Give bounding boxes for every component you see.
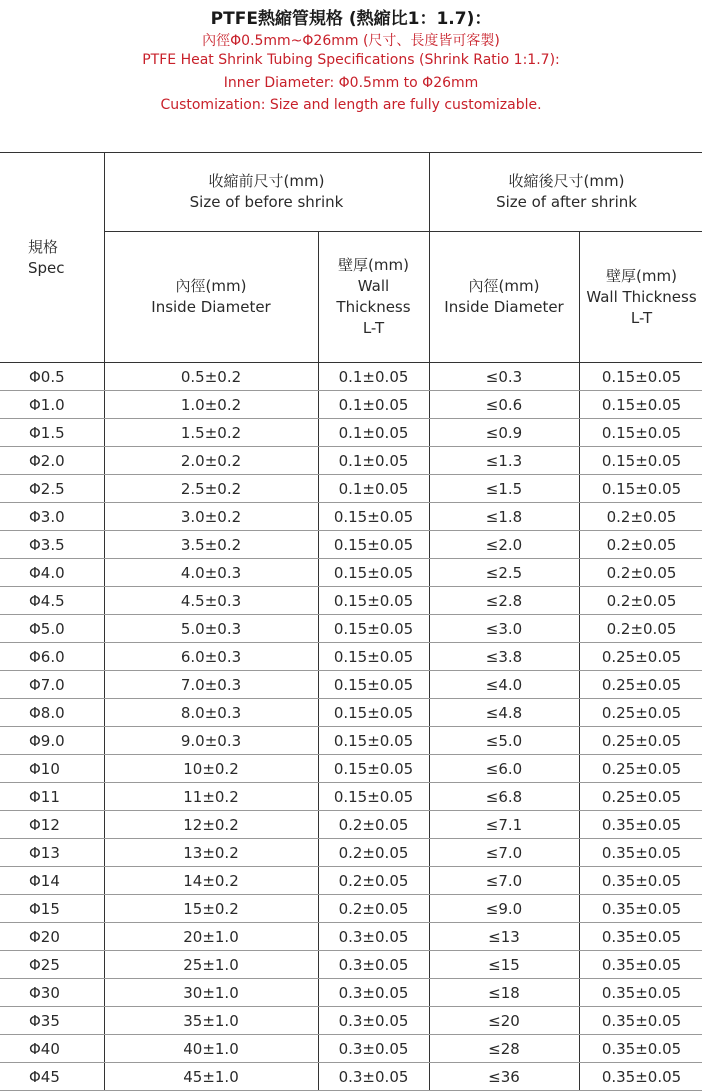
header-after-shrink: 收縮後尺寸(mm) Size of after shrink [429,153,702,232]
cell-before-wall-thickness: 0.15±0.05 [318,503,429,531]
header-before-wall-thickness: 壁厚(mm) Wall Thickness L-T [318,232,429,363]
cell-spec: Φ15 [0,895,104,923]
cell-spec: Φ12 [0,811,104,839]
cell-before-inside-diameter: 14±0.2 [104,867,318,895]
cell-after-wall-thickness: 0.25±0.05 [579,699,702,727]
cell-before-inside-diameter: 10±0.2 [104,755,318,783]
cell-after-inside-diameter: ≤2.0 [429,531,579,559]
cell-before-wall-thickness: 0.2±0.05 [318,895,429,923]
cell-before-wall-thickness: 0.2±0.05 [318,867,429,895]
cell-after-inside-diameter: ≤3.8 [429,643,579,671]
cell-after-wall-thickness: 0.35±0.05 [579,867,702,895]
cell-spec: Φ3.5 [0,531,104,559]
cell-before-wall-thickness: 0.15±0.05 [318,615,429,643]
table-row [0,643,702,671]
table-row [0,671,702,699]
cell-after-inside-diameter: ≤15 [429,951,579,979]
cell-after-inside-diameter: ≤2.5 [429,559,579,587]
subtitle-inner-diameter: Inner Diameter: Φ0.5mm to Φ26mm [223,75,479,91]
cell-before-wall-thickness: 0.15±0.05 [318,587,429,615]
table-row [0,363,702,391]
cell-after-wall-thickness: 0.2±0.05 [579,531,702,559]
table-row [0,727,702,755]
cell-before-inside-diameter: 6.0±0.3 [104,643,318,671]
cell-after-inside-diameter: ≤9.0 [429,895,579,923]
table-row [0,783,702,811]
cell-before-inside-diameter: 25±1.0 [104,951,318,979]
table-row [0,615,702,643]
cell-after-inside-diameter: ≤0.9 [429,419,579,447]
table-row [0,839,702,867]
cell-before-wall-thickness: 0.3±0.05 [318,979,429,1007]
cell-before-wall-thickness: 0.15±0.05 [318,699,429,727]
cell-after-inside-diameter: ≤0.3 [429,363,579,391]
cell-after-inside-diameter: ≤28 [429,1035,579,1063]
cell-after-wall-thickness: 0.15±0.05 [579,447,702,475]
cell-before-inside-diameter: 3.0±0.2 [104,503,318,531]
cell-before-inside-diameter: 7.0±0.3 [104,671,318,699]
cell-before-inside-diameter: 5.0±0.3 [104,615,318,643]
cell-spec: Φ1.5 [0,419,104,447]
cell-before-inside-diameter: 8.0±0.3 [104,699,318,727]
subtitle-chinese: 內徑Φ0.5mm~Φ26mm (尺寸、長度皆可客製) [202,33,500,49]
cell-spec: Φ35 [0,1007,104,1035]
cell-spec: Φ20 [0,923,104,951]
cell-after-inside-diameter: ≤3.0 [429,615,579,643]
cell-before-inside-diameter: 0.5±0.2 [104,363,318,391]
cell-after-inside-diameter: ≤1.8 [429,503,579,531]
header-spec: 規格 Spec [0,153,104,363]
cell-after-wall-thickness: 0.15±0.05 [579,363,702,391]
cell-after-wall-thickness: 0.35±0.05 [579,1063,702,1091]
cell-spec: Φ6.0 [0,643,104,671]
cell-after-inside-diameter: ≤7.0 [429,839,579,867]
cell-after-inside-diameter: ≤1.3 [429,447,579,475]
cell-spec: Φ40 [0,1035,104,1063]
cell-before-inside-diameter: 4.5±0.3 [104,587,318,615]
cell-after-wall-thickness: 0.15±0.05 [579,391,702,419]
cell-after-wall-thickness: 0.25±0.05 [579,755,702,783]
cell-spec: Φ9.0 [0,727,104,755]
cell-after-wall-thickness: 0.25±0.05 [579,643,702,671]
cell-before-inside-diameter: 4.0±0.3 [104,559,318,587]
cell-after-wall-thickness: 0.2±0.05 [579,503,702,531]
cell-before-wall-thickness: 0.3±0.05 [318,1035,429,1063]
cell-after-wall-thickness: 0.2±0.05 [579,615,702,643]
cell-after-inside-diameter: ≤4.8 [429,699,579,727]
table-row [0,755,702,783]
cell-before-wall-thickness: 0.15±0.05 [318,671,429,699]
cell-before-inside-diameter: 15±0.2 [104,895,318,923]
table-row [0,1035,702,1063]
table-row [0,1007,702,1035]
cell-after-wall-thickness: 0.2±0.05 [579,587,702,615]
cell-before-wall-thickness: 0.3±0.05 [318,1063,429,1091]
cell-after-wall-thickness: 0.15±0.05 [579,475,702,503]
cell-spec: Φ2.0 [0,447,104,475]
cell-after-wall-thickness: 0.35±0.05 [579,951,702,979]
cell-spec: Φ1.0 [0,391,104,419]
table-row [0,1063,702,1091]
cell-before-wall-thickness: 0.15±0.05 [318,531,429,559]
cell-before-inside-diameter: 2.5±0.2 [104,475,318,503]
cell-spec: Φ7.0 [0,671,104,699]
cell-before-wall-thickness: 0.15±0.05 [318,727,429,755]
cell-before-inside-diameter: 13±0.2 [104,839,318,867]
cell-before-inside-diameter: 1.0±0.2 [104,391,318,419]
cell-before-inside-diameter: 9.0±0.3 [104,727,318,755]
table-row [0,475,702,503]
table-row [0,391,702,419]
cell-before-wall-thickness: 0.1±0.05 [318,419,429,447]
cell-before-wall-thickness: 0.15±0.05 [318,755,429,783]
cell-before-wall-thickness: 0.15±0.05 [318,783,429,811]
cell-spec: Φ0.5 [0,363,104,391]
cell-before-inside-diameter: 2.0±0.2 [104,447,318,475]
cell-before-inside-diameter: 30±1.0 [104,979,318,1007]
cell-after-wall-thickness: 0.25±0.05 [579,783,702,811]
cell-before-inside-diameter: 3.5±0.2 [104,531,318,559]
cell-before-inside-diameter: 35±1.0 [104,1007,318,1035]
table-row [0,419,702,447]
cell-spec: Φ10 [0,755,104,783]
cell-spec: Φ2.5 [0,475,104,503]
table-row [0,923,702,951]
cell-after-inside-diameter: ≤7.0 [429,867,579,895]
cell-after-inside-diameter: ≤0.6 [429,391,579,419]
cell-after-inside-diameter: ≤5.0 [429,727,579,755]
table-row [0,447,702,475]
header-after-wall-thickness: 壁厚(mm) Wall Thickness L-T [579,232,702,363]
cell-before-wall-thickness: 0.2±0.05 [318,839,429,867]
cell-after-wall-thickness: 0.35±0.05 [579,839,702,867]
cell-before-inside-diameter: 1.5±0.2 [104,419,318,447]
cell-before-wall-thickness: 0.3±0.05 [318,951,429,979]
table-row [0,699,702,727]
cell-after-inside-diameter: ≤4.0 [429,671,579,699]
cell-after-wall-thickness: 0.35±0.05 [579,1007,702,1035]
table-row [0,587,702,615]
cell-before-wall-thickness: 0.1±0.05 [318,475,429,503]
cell-spec: Φ5.0 [0,615,104,643]
cell-spec: Φ13 [0,839,104,867]
cell-before-inside-diameter: 20±1.0 [104,923,318,951]
cell-before-wall-thickness: 0.2±0.05 [318,811,429,839]
cell-after-wall-thickness: 0.35±0.05 [579,923,702,951]
cell-before-wall-thickness: 0.15±0.05 [318,643,429,671]
table-row [0,811,702,839]
cell-after-inside-diameter: ≤7.1 [429,811,579,839]
subtitle-customization: Customization: Size and length are fully customizable. [160,97,542,113]
table-row [0,867,702,895]
header-after-inside-diameter: 內徑(mm) Inside Diameter [429,232,579,363]
cell-before-inside-diameter: 45±1.0 [104,1063,318,1091]
table-row [0,559,702,587]
cell-spec: Φ14 [0,867,104,895]
cell-after-inside-diameter: ≤18 [429,979,579,1007]
table-row [0,531,702,559]
page-title: PTFE熱縮管規格 (熱縮比1：1.7)： [210,9,492,29]
cell-spec: Φ3.0 [0,503,104,531]
header-before-inside-diameter: 內徑(mm) Inside Diameter [104,232,318,363]
cell-after-wall-thickness: 0.2±0.05 [579,559,702,587]
cell-after-wall-thickness: 0.25±0.05 [579,671,702,699]
cell-before-wall-thickness: 0.3±0.05 [318,923,429,951]
cell-before-wall-thickness: 0.1±0.05 [318,447,429,475]
cell-before-wall-thickness: 0.1±0.05 [318,391,429,419]
cell-before-wall-thickness: 0.15±0.05 [318,559,429,587]
cell-after-wall-thickness: 0.35±0.05 [579,895,702,923]
cell-before-wall-thickness: 0.1±0.05 [318,363,429,391]
subtitle-english-title: PTFE Heat Shrink Tubing Specifications (Shrink Ratio 1:1.7): [142,52,560,68]
cell-after-wall-thickness: 0.35±0.05 [579,811,702,839]
cell-spec: Φ4.0 [0,559,104,587]
cell-before-inside-diameter: 12±0.2 [104,811,318,839]
cell-after-wall-thickness: 0.35±0.05 [579,1035,702,1063]
table-row [0,503,702,531]
cell-after-inside-diameter: ≤20 [429,1007,579,1035]
cell-spec: Φ11 [0,783,104,811]
cell-spec: Φ45 [0,1063,104,1091]
cell-after-wall-thickness: 0.25±0.05 [579,727,702,755]
table-row [0,951,702,979]
cell-after-inside-diameter: ≤6.8 [429,783,579,811]
cell-before-inside-diameter: 11±0.2 [104,783,318,811]
cell-after-inside-diameter: ≤6.0 [429,755,579,783]
table-row [0,979,702,1007]
cell-spec: Φ30 [0,979,104,1007]
cell-after-inside-diameter: ≤1.5 [429,475,579,503]
table-row [0,895,702,923]
spec-table-body [0,363,702,1091]
cell-before-inside-diameter: 40±1.0 [104,1035,318,1063]
cell-after-wall-thickness: 0.15±0.05 [579,419,702,447]
cell-after-inside-diameter: ≤13 [429,923,579,951]
cell-before-wall-thickness: 0.3±0.05 [318,1007,429,1035]
cell-after-wall-thickness: 0.35±0.05 [579,979,702,1007]
cell-spec: Φ25 [0,951,104,979]
header-before-shrink: 收縮前尺寸(mm) Size of before shrink [104,153,429,232]
cell-after-inside-diameter: ≤36 [429,1063,579,1091]
cell-after-inside-diameter: ≤2.8 [429,587,579,615]
cell-spec: Φ4.5 [0,587,104,615]
spec-table [0,152,702,1091]
cell-spec: Φ8.0 [0,699,104,727]
